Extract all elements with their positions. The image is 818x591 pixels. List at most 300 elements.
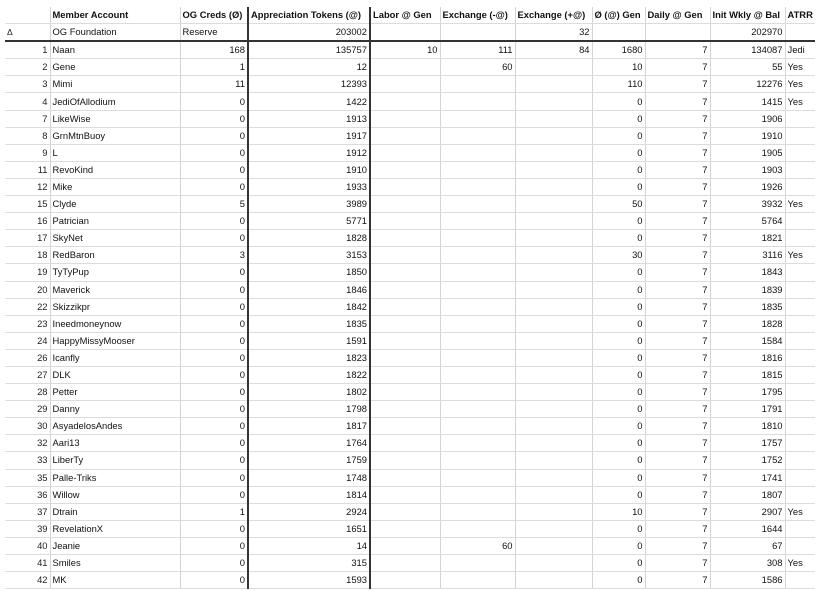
cell-labor[interactable] <box>370 264 440 281</box>
cell-exchange-minus[interactable] <box>440 401 515 418</box>
cell-exchange-plus[interactable] <box>515 401 592 418</box>
cell-daily[interactable]: 7 <box>645 161 710 178</box>
cell-atrr[interactable]: Yes <box>785 247 815 264</box>
row-index[interactable]: 4 <box>5 93 50 110</box>
cell-og-creds[interactable]: 0 <box>180 384 248 401</box>
cell-og-creds[interactable]: 0 <box>180 281 248 298</box>
cell-og-creds[interactable]: 1 <box>180 59 248 76</box>
cell-daily[interactable]: 7 <box>645 59 710 76</box>
cell-labor[interactable] <box>370 555 440 572</box>
cell-exchange-minus[interactable] <box>440 486 515 503</box>
cell-daily[interactable]: 7 <box>645 349 710 366</box>
cell-o-gen[interactable]: 0 <box>592 486 645 503</box>
cell-appreciation[interactable]: 1835 <box>248 315 370 332</box>
row-index[interactable]: 11 <box>5 161 50 178</box>
cell-atrr[interactable]: Yes <box>785 503 815 520</box>
row-index[interactable]: 27 <box>5 366 50 383</box>
header-o-gen[interactable]: Ø (@) Gen <box>592 7 645 24</box>
cell-og-creds[interactable]: 0 <box>180 161 248 178</box>
cell-appreciation[interactable]: 1422 <box>248 93 370 110</box>
cell-appreciation[interactable]: 1828 <box>248 230 370 247</box>
cell-exchange-minus[interactable] <box>440 144 515 161</box>
cell-init-wkly[interactable]: 3116 <box>710 247 785 264</box>
cell-init-wkly[interactable]: 1828 <box>710 315 785 332</box>
cell-init-wkly[interactable]: 1757 <box>710 435 785 452</box>
cell-member[interactable]: LiberTy <box>50 452 180 469</box>
cell-og-creds[interactable]: 0 <box>180 332 248 349</box>
cell-og-creds[interactable]: 0 <box>180 144 248 161</box>
cell-exchange-minus[interactable] <box>440 452 515 469</box>
row-index[interactable]: 32 <box>5 435 50 452</box>
cell-appreciation[interactable]: 1759 <box>248 452 370 469</box>
cell-atrr[interactable] <box>785 486 815 503</box>
cell-daily[interactable]: 7 <box>645 264 710 281</box>
cell-og-creds[interactable]: 0 <box>180 418 248 435</box>
cell-init-wkly[interactable]: 1839 <box>710 281 785 298</box>
cell-daily[interactable] <box>645 24 710 42</box>
cell-exchange-minus[interactable] <box>440 281 515 298</box>
cell-o-gen[interactable]: 0 <box>592 418 645 435</box>
cell-og-creds[interactable]: 0 <box>180 315 248 332</box>
cell-labor[interactable] <box>370 384 440 401</box>
cell-exchange-minus[interactable] <box>440 127 515 144</box>
cell-exchange-minus[interactable] <box>440 76 515 93</box>
cell-daily[interactable]: 7 <box>645 213 710 230</box>
row-index[interactable]: 17 <box>5 230 50 247</box>
cell-atrr[interactable] <box>785 110 815 127</box>
cell-atrr[interactable] <box>785 572 815 589</box>
cell-atrr[interactable]: Yes <box>785 555 815 572</box>
cell-exchange-plus[interactable] <box>515 76 592 93</box>
cell-atrr[interactable] <box>785 349 815 366</box>
cell-atrr[interactable] <box>785 469 815 486</box>
cell-o-gen[interactable]: 0 <box>592 281 645 298</box>
cell-daily[interactable]: 7 <box>645 144 710 161</box>
cell-init-wkly[interactable]: 1816 <box>710 349 785 366</box>
cell-member[interactable]: GrnMtnBuoy <box>50 127 180 144</box>
cell-og-creds[interactable]: 0 <box>180 213 248 230</box>
cell-labor[interactable] <box>370 76 440 93</box>
cell-daily[interactable]: 7 <box>645 247 710 264</box>
header-og-creds[interactable]: OG Creds (Ø) <box>180 7 248 24</box>
cell-daily[interactable]: 7 <box>645 230 710 247</box>
row-index[interactable]: 36 <box>5 486 50 503</box>
row-index[interactable]: 1 <box>5 41 50 59</box>
cell-appreciation[interactable]: 1823 <box>248 349 370 366</box>
cell-daily[interactable]: 7 <box>645 503 710 520</box>
cell-atrr[interactable] <box>785 213 815 230</box>
cell-exchange-minus[interactable] <box>440 24 515 42</box>
cell-member[interactable]: Jeanie <box>50 537 180 554</box>
cell-appreciation[interactable]: 1748 <box>248 469 370 486</box>
row-index[interactable]: 29 <box>5 401 50 418</box>
cell-labor[interactable] <box>370 161 440 178</box>
cell-daily[interactable]: 7 <box>645 332 710 349</box>
cell-exchange-plus[interactable]: 84 <box>515 41 592 59</box>
cell-init-wkly[interactable]: 1903 <box>710 161 785 178</box>
row-index[interactable]: 22 <box>5 298 50 315</box>
cell-member[interactable]: OG Foundation <box>50 24 180 42</box>
cell-og-creds[interactable]: 5 <box>180 196 248 213</box>
cell-atrr[interactable]: Yes <box>785 93 815 110</box>
cell-exchange-minus[interactable] <box>440 315 515 332</box>
cell-og-creds[interactable]: 3 <box>180 247 248 264</box>
cell-member[interactable]: Skizzikpr <box>50 298 180 315</box>
cell-exchange-plus[interactable] <box>515 59 592 76</box>
cell-og-creds[interactable]: 1 <box>180 503 248 520</box>
cell-og-creds[interactable]: Reserve <box>180 24 248 42</box>
cell-exchange-minus[interactable] <box>440 520 515 537</box>
cell-labor[interactable] <box>370 247 440 264</box>
cell-exchange-minus[interactable] <box>440 247 515 264</box>
cell-exchange-minus[interactable]: 111 <box>440 41 515 59</box>
cell-daily[interactable]: 7 <box>645 384 710 401</box>
cell-labor[interactable] <box>370 178 440 195</box>
cell-init-wkly[interactable]: 308 <box>710 555 785 572</box>
cell-o-gen[interactable]: 0 <box>592 435 645 452</box>
cell-init-wkly[interactable]: 1644 <box>710 520 785 537</box>
cell-appreciation[interactable]: 1822 <box>248 366 370 383</box>
cell-init-wkly[interactable]: 1910 <box>710 127 785 144</box>
cell-daily[interactable]: 7 <box>645 469 710 486</box>
cell-appreciation[interactable]: 1764 <box>248 435 370 452</box>
header-labor-gen[interactable]: Labor @ Gen <box>370 7 440 24</box>
cell-labor[interactable] <box>370 520 440 537</box>
cell-member[interactable]: RevelationX <box>50 520 180 537</box>
cell-member[interactable]: RedBaron <box>50 247 180 264</box>
cell-o-gen[interactable]: 10 <box>592 503 645 520</box>
cell-exchange-plus[interactable] <box>515 349 592 366</box>
cell-exchange-minus[interactable] <box>440 298 515 315</box>
cell-appreciation[interactable]: 1933 <box>248 178 370 195</box>
cell-atrr[interactable] <box>785 230 815 247</box>
cell-daily[interactable]: 7 <box>645 110 710 127</box>
cell-exchange-plus[interactable] <box>515 418 592 435</box>
cell-init-wkly[interactable]: 1810 <box>710 418 785 435</box>
cell-appreciation[interactable]: 14 <box>248 537 370 554</box>
cell-daily[interactable]: 7 <box>645 315 710 332</box>
cell-labor[interactable] <box>370 537 440 554</box>
cell-labor[interactable] <box>370 110 440 127</box>
cell-exchange-plus[interactable] <box>515 384 592 401</box>
cell-exchange-plus[interactable] <box>515 230 592 247</box>
cell-exchange-minus[interactable] <box>440 178 515 195</box>
cell-labor[interactable] <box>370 401 440 418</box>
cell-labor[interactable] <box>370 503 440 520</box>
row-index[interactable]: 12 <box>5 178 50 195</box>
cell-member[interactable]: JediOfAllodium <box>50 93 180 110</box>
cell-member[interactable]: Mike <box>50 178 180 195</box>
cell-atrr[interactable] <box>785 418 815 435</box>
row-index[interactable]: 8 <box>5 127 50 144</box>
cell-appreciation[interactable]: 1912 <box>248 144 370 161</box>
cell-appreciation[interactable]: 1846 <box>248 281 370 298</box>
cell-exchange-plus[interactable] <box>515 93 592 110</box>
cell-labor[interactable] <box>370 486 440 503</box>
cell-appreciation[interactable]: 1593 <box>248 572 370 589</box>
cell-member[interactable]: Danny <box>50 401 180 418</box>
cell-exchange-plus[interactable] <box>515 332 592 349</box>
cell-exchange-minus[interactable] <box>440 384 515 401</box>
cell-daily[interactable]: 7 <box>645 298 710 315</box>
cell-init-wkly[interactable]: 12276 <box>710 76 785 93</box>
cell-atrr[interactable] <box>785 178 815 195</box>
cell-member[interactable]: Gene <box>50 59 180 76</box>
header-idx[interactable] <box>5 7 50 24</box>
row-index[interactable]: 18 <box>5 247 50 264</box>
cell-og-creds[interactable]: 11 <box>180 76 248 93</box>
cell-exchange-minus[interactable] <box>440 230 515 247</box>
cell-member[interactable]: Patrician <box>50 213 180 230</box>
cell-labor[interactable] <box>370 196 440 213</box>
cell-og-creds[interactable]: 0 <box>180 401 248 418</box>
cell-atrr[interactable] <box>785 24 815 42</box>
cell-o-gen[interactable]: 0 <box>592 537 645 554</box>
cell-member[interactable]: Icanfly <box>50 349 180 366</box>
cell-atrr[interactable] <box>785 315 815 332</box>
cell-appreciation[interactable]: 1802 <box>248 384 370 401</box>
cell-o-gen[interactable]: 0 <box>592 110 645 127</box>
cell-exchange-plus[interactable] <box>515 298 592 315</box>
row-index[interactable]: 42 <box>5 572 50 589</box>
cell-o-gen[interactable]: 0 <box>592 264 645 281</box>
cell-o-gen[interactable]: 0 <box>592 469 645 486</box>
cell-labor[interactable] <box>370 418 440 435</box>
header-atrr[interactable]: ATRR <box>785 7 815 24</box>
cell-og-creds[interactable]: 0 <box>180 178 248 195</box>
cell-daily[interactable]: 7 <box>645 93 710 110</box>
cell-o-gen[interactable]: 0 <box>592 349 645 366</box>
cell-init-wkly[interactable]: 1795 <box>710 384 785 401</box>
cell-og-creds[interactable]: 0 <box>180 452 248 469</box>
header-appreciation-tokens[interactable]: Appreciation Tokens (@) <box>248 7 370 24</box>
header-exchange-minus[interactable]: Exchange (-@) <box>440 7 515 24</box>
header-exchange-plus[interactable]: Exchange (+@) <box>515 7 592 24</box>
cell-appreciation[interactable]: 1913 <box>248 110 370 127</box>
cell-appreciation[interactable]: 2924 <box>248 503 370 520</box>
cell-og-creds[interactable]: 0 <box>180 93 248 110</box>
cell-o-gen[interactable]: 0 <box>592 178 645 195</box>
cell-init-wkly[interactable]: 134087 <box>710 41 785 59</box>
cell-exchange-minus[interactable] <box>440 572 515 589</box>
cell-exchange-minus[interactable] <box>440 503 515 520</box>
cell-labor[interactable] <box>370 127 440 144</box>
cell-exchange-plus[interactable] <box>515 144 592 161</box>
cell-init-wkly[interactable]: 3932 <box>710 196 785 213</box>
cell-daily[interactable]: 7 <box>645 520 710 537</box>
cell-member[interactable]: Willow <box>50 486 180 503</box>
cell-init-wkly[interactable]: 5764 <box>710 213 785 230</box>
cell-og-creds[interactable]: 0 <box>180 486 248 503</box>
cell-appreciation[interactable]: 1817 <box>248 418 370 435</box>
cell-daily[interactable]: 7 <box>645 435 710 452</box>
cell-o-gen[interactable]: 0 <box>592 384 645 401</box>
cell-atrr[interactable]: Yes <box>785 196 815 213</box>
cell-atrr[interactable] <box>785 366 815 383</box>
cell-exchange-minus[interactable] <box>440 366 515 383</box>
cell-atrr[interactable]: Yes <box>785 59 815 76</box>
cell-exchange-minus[interactable]: 60 <box>440 537 515 554</box>
cell-og-creds[interactable]: 0 <box>180 520 248 537</box>
cell-exchange-plus[interactable] <box>515 520 592 537</box>
cell-o-gen[interactable]: 0 <box>592 144 645 161</box>
cell-exchange-minus[interactable] <box>440 469 515 486</box>
cell-o-gen[interactable]: 0 <box>592 93 645 110</box>
cell-daily[interactable]: 7 <box>645 537 710 554</box>
row-index[interactable]: 35 <box>5 469 50 486</box>
cell-o-gen[interactable]: 0 <box>592 555 645 572</box>
cell-member[interactable]: L <box>50 144 180 161</box>
cell-init-wkly[interactable]: 1906 <box>710 110 785 127</box>
cell-exchange-minus[interactable] <box>440 264 515 281</box>
cell-og-creds[interactable]: 0 <box>180 555 248 572</box>
cell-appreciation[interactable]: 12393 <box>248 76 370 93</box>
row-index[interactable]: Δ <box>5 24 50 42</box>
cell-init-wkly[interactable]: 1586 <box>710 572 785 589</box>
cell-atrr[interactable] <box>785 384 815 401</box>
cell-init-wkly[interactable]: 1835 <box>710 298 785 315</box>
cell-exchange-minus[interactable] <box>440 196 515 213</box>
cell-atrr[interactable] <box>785 144 815 161</box>
cell-labor[interactable] <box>370 93 440 110</box>
cell-labor[interactable] <box>370 366 440 383</box>
cell-exchange-plus[interactable] <box>515 161 592 178</box>
cell-exchange-plus[interactable] <box>515 537 592 554</box>
row-index[interactable]: 19 <box>5 264 50 281</box>
cell-exchange-plus[interactable] <box>515 469 592 486</box>
cell-atrr[interactable] <box>785 127 815 144</box>
cell-atrr[interactable] <box>785 401 815 418</box>
cell-og-creds[interactable]: 0 <box>180 572 248 589</box>
cell-member[interactable]: MK <box>50 572 180 589</box>
cell-og-creds[interactable]: 0 <box>180 469 248 486</box>
cell-og-creds[interactable]: 0 <box>180 230 248 247</box>
cell-labor[interactable] <box>370 59 440 76</box>
cell-member[interactable]: Mimi <box>50 76 180 93</box>
cell-daily[interactable]: 7 <box>645 366 710 383</box>
cell-exchange-minus[interactable] <box>440 349 515 366</box>
cell-appreciation[interactable]: 1850 <box>248 264 370 281</box>
cell-og-creds[interactable]: 0 <box>180 264 248 281</box>
cell-o-gen[interactable]: 0 <box>592 161 645 178</box>
cell-exchange-plus[interactable] <box>515 110 592 127</box>
cell-exchange-plus[interactable] <box>515 178 592 195</box>
row-index[interactable]: 15 <box>5 196 50 213</box>
cell-member[interactable]: Smiles <box>50 555 180 572</box>
cell-atrr[interactable]: Yes <box>785 76 815 93</box>
cell-appreciation[interactable]: 3989 <box>248 196 370 213</box>
cell-og-creds[interactable]: 0 <box>180 349 248 366</box>
cell-exchange-plus[interactable] <box>515 264 592 281</box>
cell-og-creds[interactable]: 0 <box>180 110 248 127</box>
cell-daily[interactable]: 7 <box>645 127 710 144</box>
cell-exchange-minus[interactable] <box>440 435 515 452</box>
row-index[interactable]: 40 <box>5 537 50 554</box>
cell-exchange-plus[interactable] <box>515 486 592 503</box>
cell-daily[interactable]: 7 <box>645 486 710 503</box>
cell-exchange-minus[interactable] <box>440 418 515 435</box>
cell-member[interactable]: Petter <box>50 384 180 401</box>
cell-init-wkly[interactable]: 1584 <box>710 332 785 349</box>
cell-member[interactable]: SkyNet <box>50 230 180 247</box>
cell-o-gen[interactable]: 0 <box>592 315 645 332</box>
cell-init-wkly[interactable]: 202970 <box>710 24 785 42</box>
cell-labor[interactable] <box>370 24 440 42</box>
row-index[interactable]: 3 <box>5 76 50 93</box>
cell-atrr[interactable] <box>785 520 815 537</box>
cell-init-wkly[interactable]: 2907 <box>710 503 785 520</box>
cell-atrr[interactable] <box>785 161 815 178</box>
cell-atrr[interactable] <box>785 452 815 469</box>
cell-labor[interactable] <box>370 435 440 452</box>
cell-daily[interactable]: 7 <box>645 178 710 195</box>
cell-exchange-minus[interactable] <box>440 161 515 178</box>
cell-exchange-plus[interactable] <box>515 366 592 383</box>
cell-og-creds[interactable]: 0 <box>180 298 248 315</box>
row-index[interactable]: 9 <box>5 144 50 161</box>
row-index[interactable]: 23 <box>5 315 50 332</box>
cell-daily[interactable]: 7 <box>645 555 710 572</box>
cell-o-gen[interactable]: 0 <box>592 230 645 247</box>
cell-appreciation[interactable]: 1651 <box>248 520 370 537</box>
cell-appreciation[interactable]: 3153 <box>248 247 370 264</box>
cell-exchange-plus[interactable] <box>515 435 592 452</box>
cell-appreciation[interactable]: 1842 <box>248 298 370 315</box>
cell-labor[interactable] <box>370 230 440 247</box>
cell-member[interactable]: Maverick <box>50 281 180 298</box>
cell-labor[interactable] <box>370 349 440 366</box>
cell-member[interactable]: Dtrain <box>50 503 180 520</box>
cell-init-wkly[interactable]: 1821 <box>710 230 785 247</box>
cell-o-gen[interactable]: 0 <box>592 298 645 315</box>
cell-o-gen[interactable] <box>592 24 645 42</box>
cell-init-wkly[interactable]: 1791 <box>710 401 785 418</box>
cell-exchange-plus[interactable] <box>515 555 592 572</box>
cell-member[interactable]: RevoKind <box>50 161 180 178</box>
cell-labor[interactable]: 10 <box>370 41 440 59</box>
cell-daily[interactable]: 7 <box>645 572 710 589</box>
cell-og-creds[interactable]: 0 <box>180 435 248 452</box>
cell-member[interactable]: AsyadelosAndes <box>50 418 180 435</box>
cell-appreciation[interactable]: 1591 <box>248 332 370 349</box>
cell-daily[interactable]: 7 <box>645 76 710 93</box>
cell-init-wkly[interactable]: 1815 <box>710 366 785 383</box>
cell-exchange-minus[interactable] <box>440 110 515 127</box>
cell-atrr[interactable] <box>785 264 815 281</box>
cell-exchange-plus[interactable] <box>515 281 592 298</box>
cell-labor[interactable] <box>370 332 440 349</box>
cell-daily[interactable]: 7 <box>645 401 710 418</box>
cell-appreciation[interactable]: 135757 <box>248 41 370 59</box>
cell-o-gen[interactable]: 0 <box>592 401 645 418</box>
cell-exchange-plus[interactable] <box>515 452 592 469</box>
cell-atrr[interactable]: Jedi <box>785 41 815 59</box>
row-index[interactable]: 41 <box>5 555 50 572</box>
cell-o-gen[interactable]: 30 <box>592 247 645 264</box>
row-index[interactable]: 7 <box>5 110 50 127</box>
cell-appreciation[interactable]: 1917 <box>248 127 370 144</box>
cell-exchange-plus[interactable] <box>515 503 592 520</box>
row-index[interactable]: 26 <box>5 349 50 366</box>
row-index[interactable]: 39 <box>5 520 50 537</box>
row-index[interactable]: 37 <box>5 503 50 520</box>
row-index[interactable]: 33 <box>5 452 50 469</box>
cell-init-wkly[interactable]: 1741 <box>710 469 785 486</box>
cell-atrr[interactable] <box>785 332 815 349</box>
cell-labor[interactable] <box>370 315 440 332</box>
cell-appreciation[interactable]: 1798 <box>248 401 370 418</box>
cell-member[interactable]: Aari13 <box>50 435 180 452</box>
